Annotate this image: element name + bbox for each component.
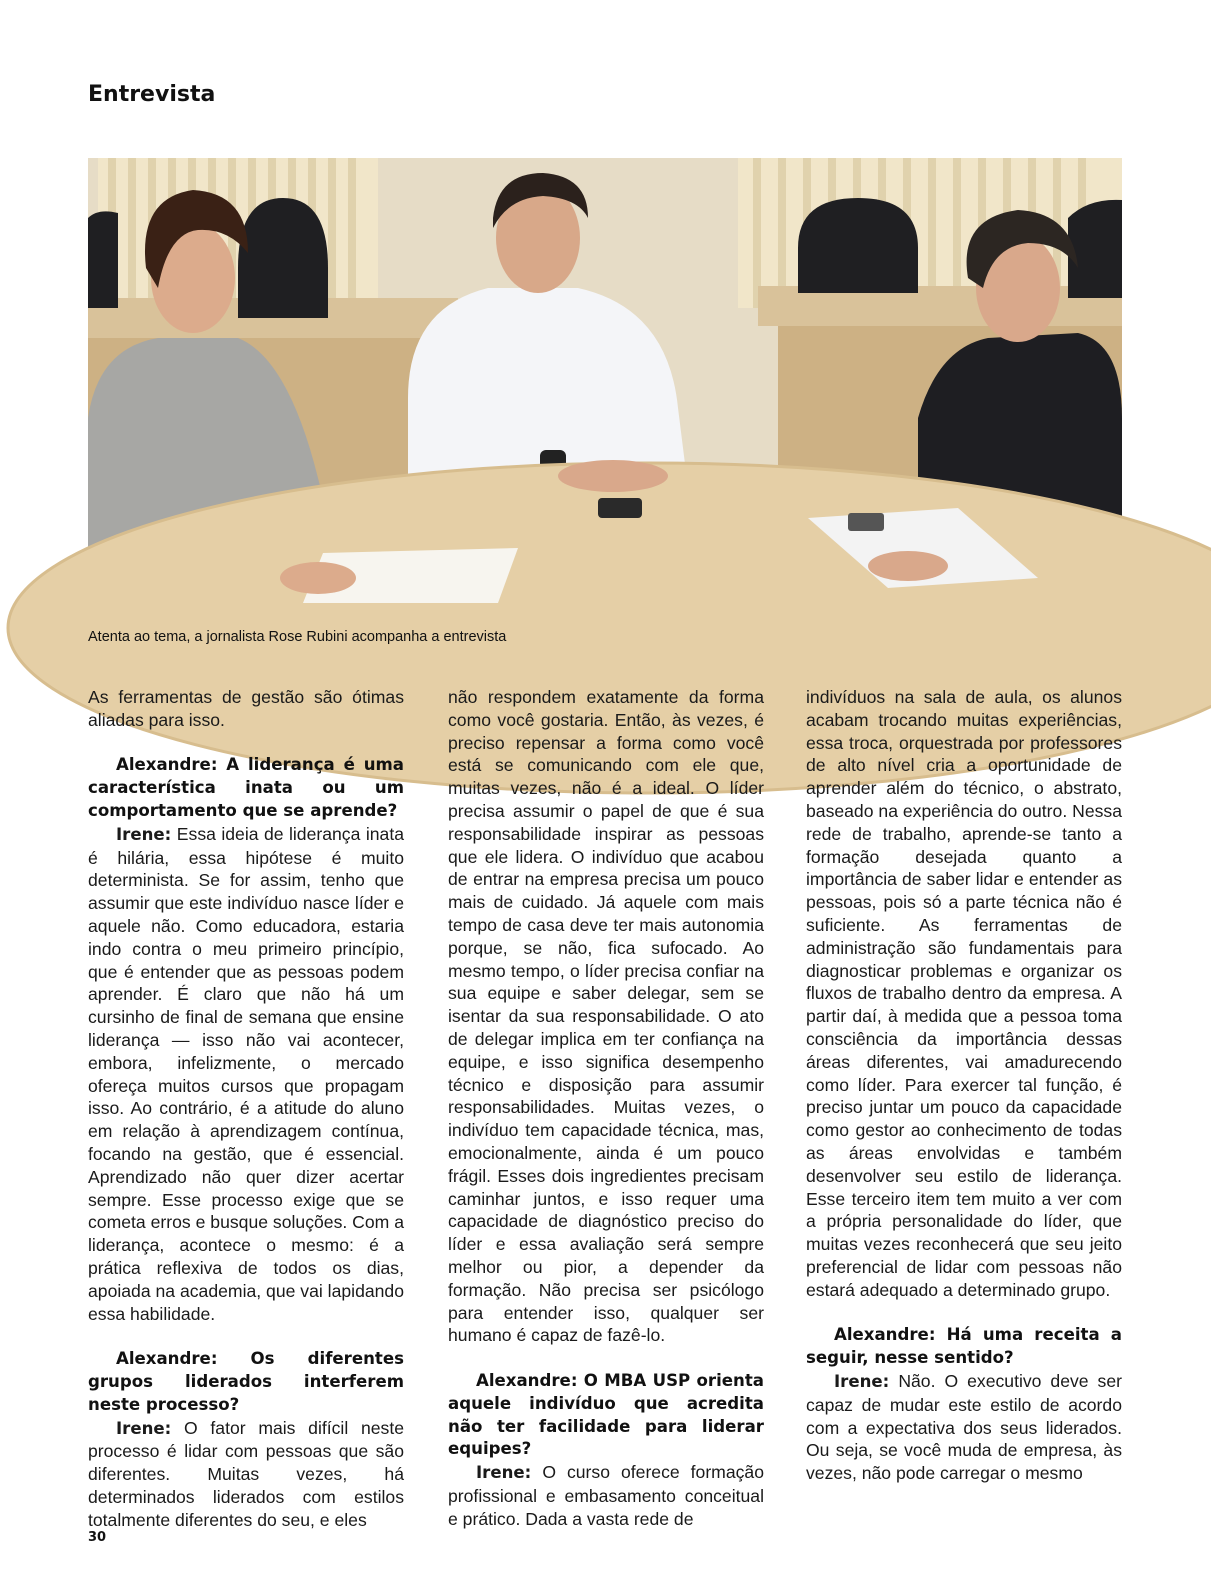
section-label: Entrevista bbox=[88, 82, 216, 107]
answer-text: O fator mais difícil neste processo é lidar com pessoas que são diferentes. Muitas vezes, há determinados liderados com estilos totalmente diferentes do seu, e eles bbox=[88, 1417, 404, 1530]
interview-answer bbox=[88, 1417, 404, 1532]
interview-question: Alexandre: O MBA USP orienta aquele indivíduo que acredita não ter facilidade para liderar equipes? bbox=[448, 1370, 764, 1459]
answer-speaker: Irene: bbox=[476, 1463, 532, 1483]
answer-speaker: Irene: bbox=[116, 824, 172, 844]
answer-text: Essa ideia de liderança inata é hilária, essa hipótese é muito determinista. Se for assim, tenho que assumir que este indivíduo nasce líder e aquele não. Como educadora, estaria indo contra o meu primeiro princípio, que é entender que as pessoas podem aprender. É claro que não há um cursinho de final de semana que ensine liderança — isso não vai acontecer, embora, infelizmente, o mercado ofereça muitos cursos que propagam isso. Ao contrário, é a atitude do aluno em relação à aprendizagem contínua, focando na gestão, que é essencial. Aprendizado não quer dizer acertar sempre. Esse processo exige que se cometa erros e busque soluções. Com a liderança, acontece o mesmo: é a prática reflexiva de todos os dias, apoiada na academia, que vai lapidando essa habilidade. bbox=[88, 823, 404, 1324]
article-column-3 bbox=[806, 686, 1122, 1506]
photo-caption: Atenta ao tema, a jornalista Rose Rubini acompanha a entrevista bbox=[88, 629, 507, 645]
paragraph-text: não respondem exatamente da forma como você gostaria. Então, às vezes, é preciso repensar a forma como você está se comunicando com ele que, muitas vezes, não é a ideal. O líder precisa assumir o papel de que é sua responsabilidade inspirar as pessoas que ele lidera. O indivíduo que acabou de entrar na empresa precisa um pouco mais de cuidado. Já aquele com mais tempo de casa deve ter mais autonomia porque, se não, fica sufocado. Ao mesmo tempo, o líder precisa confiar na sua equipe e saber delegar, sem se isentar da sua responsabilidade. O ato de delegar implica em ter confiança na equipe, e isso significa desempenho técnico e disposição para assumir responsabilidades. Muitas vezes, o indivíduo tem capacidade técnica, mas, emocionalmente, ainda é um pouco frágil. Esses dois ingredientes precisam caminhar juntos, e isso requer uma capacidade de diagnóstico preciso do líder e essa avaliação será sempre melhor ou pior, a depender da formação. Não precisa ser psicólogo para entender isso, qualquer ser humano é capaz de fazê-lo. bbox=[448, 687, 764, 1346]
answer-speaker: Irene: bbox=[116, 1418, 172, 1438]
interview-question: Alexandre: Os diferentes grupos liderados interferem neste processo? bbox=[88, 1349, 404, 1414]
interview-photo bbox=[88, 158, 1122, 621]
interview-answer bbox=[88, 823, 404, 1326]
answer-speaker: Irene: bbox=[834, 1371, 890, 1391]
interview-question: Alexandre: Há uma receita a seguir, nesse sentido? bbox=[806, 1325, 1122, 1368]
answer-text: O curso oferece formação profissional e embasamento conceitual e prático. Dada a vasta rede de bbox=[448, 1462, 764, 1529]
interview-answer bbox=[448, 1461, 764, 1530]
answer-text: Não. O executivo deve ser capaz de mudar este estilo de acordo com a expectativa dos seus liderados. Ou seja, se você muda de empresa, às vezes, não pode carregar o mesmo bbox=[806, 1370, 1122, 1484]
interview-photo-illustration bbox=[88, 158, 1122, 621]
paragraph-text: As ferramentas de gestão são ótimas aliadas para isso. bbox=[88, 687, 404, 730]
article-column-2 bbox=[448, 686, 764, 1529]
page-number: 30 bbox=[88, 1530, 107, 1545]
interview-answer bbox=[806, 1370, 1122, 1485]
interview-question: Alexandre: A liderança é uma característica inata ou um comportamento que se aprende? bbox=[88, 755, 404, 820]
paragraph-text: indivíduos na sala de aula, os alunos acabam trocando muitas experiências, essa troca, orquestrada por professores de alto nível cria a oportunidade de aprender além do técnico, o abstrato, baseado na experiência do outro. Nessa rede de trabalho, aprende-se tanto a formação desejada quanto a importância de saber lidar e entender as pessoas, pois só a parte técnica não é suficiente. As ferramentas de administração são fundamentais para diagnosticar problemas e organizar os fluxos de trabalho dentro da empresa. A partir daí, à medida que a pessoa toma consciência da importância dessas áreas diferentes, vai amadurecendo como líder. Para exercer tal função, é preciso juntar um pouco da capacidade como gestor ao conhecimento de todas as áreas envolvidas e também desenvolver seu estilo de liderança. Esse terceiro item tem muito a ver com a própria personalidade do líder, que muitas vezes reconhecerá que seu jeito preferencial de lidar com pessoas não estará adequado a determinado grupo. bbox=[806, 687, 1122, 1300]
article-column-1 bbox=[88, 686, 404, 1530]
